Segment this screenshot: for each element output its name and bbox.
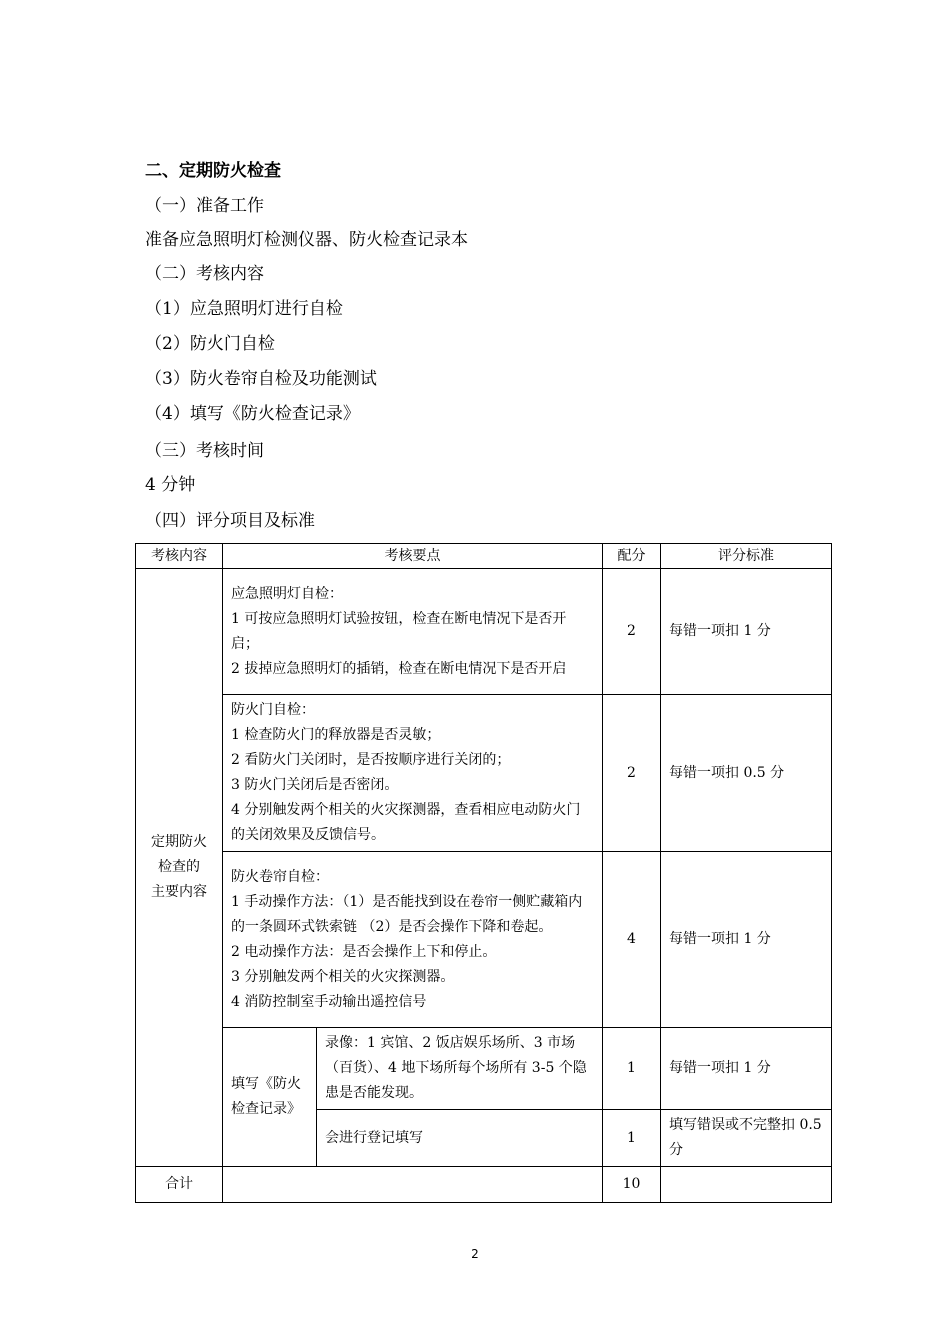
score-cell: 2	[603, 695, 661, 852]
content-item-4: （4）填写《防火检查记录》	[145, 404, 360, 424]
table-header-row	[136, 544, 832, 569]
score-cell: 4	[603, 852, 661, 1028]
points-emergency-light: 应急照明灯自检： 1 可按应急照明灯试验按钮，检查在断电情况下是否开启； 2 拔掉应急照明灯的插销，检查在断电情况下是否开启	[223, 569, 603, 695]
table-row	[136, 1028, 832, 1110]
total-row	[136, 1167, 832, 1203]
criteria-cell: 每错一项扣 1 分	[661, 1028, 832, 1110]
criteria-cell: 每错一项扣 1 分	[661, 852, 832, 1028]
content-item-1: （1）应急照明灯进行自检	[145, 299, 343, 319]
table-row	[136, 569, 832, 695]
page-number: 2	[471, 1247, 479, 1261]
score-cell: 2	[603, 569, 661, 695]
table-row	[136, 852, 832, 1028]
content-item-2: （2）防火门自检	[145, 334, 275, 354]
criteria-cell: 每错一项扣 0.5 分	[661, 695, 832, 852]
group-label: 定期防火 检查的 主要内容	[136, 569, 223, 1167]
total-label: 合计	[136, 1167, 223, 1203]
total-empty-cell	[223, 1167, 603, 1203]
sub-heading-scoring: （四）评分项目及标准	[145, 511, 315, 531]
header-criteria: 评分标准	[661, 544, 832, 569]
sub-heading-content: （二）考核内容	[145, 264, 264, 284]
header-points: 考核要点	[223, 544, 603, 569]
sub-heading-time: （三）考核时间	[145, 441, 264, 461]
scoring-table	[135, 543, 832, 1203]
criteria-cell: 填写错误或不完整扣 0.5 分	[661, 1110, 832, 1167]
header-score: 配分	[603, 544, 661, 569]
content-item-3: （3）防火卷帘自检及功能测试	[145, 369, 377, 389]
score-cell: 1	[603, 1028, 661, 1110]
total-score: 10	[603, 1167, 661, 1203]
score-cell: 1	[603, 1110, 661, 1167]
header-content: 考核内容	[136, 544, 223, 569]
criteria-cell: 每错一项扣 1 分	[661, 569, 832, 695]
sub-heading-preparation: （一）准备工作	[145, 196, 264, 216]
record-label: 填写《防火检查记录》	[223, 1028, 317, 1167]
points-register: 会进行登记填写	[317, 1110, 603, 1167]
table-row	[136, 695, 832, 852]
points-fire-shutter: 防火卷帘自检： 1 手动操作方法：（1）是否能找到设在卷帘一侧贮藏箱内的一条圆环式铁索链 （2）是否会操作下降和卷起。 2 电动操作方法：是否会操作上下和停止。 3 分别触发两个相关的火灾探测器。 4 消防控制室手动输出遥控信号	[223, 852, 603, 1028]
points-video: 录像：1 宾馆、2 饭店娱乐场所、3 市场（百货）、4 地下场所每个场所有 3-5 个隐患是否能发现。	[317, 1028, 603, 1110]
preparation-text: 准备应急照明灯检测仪器、防火检查记录本	[145, 230, 468, 250]
points-fire-door: 防火门自检： 1 检查防火门的释放器是否灵敏； 2 看防火门关闭时，是否按顺序进行关闭的； 3 防火门关闭后是否密闭。 4 分别触发两个相关的火灾探测器，查看相应电动防火门的关闭效果及反馈信号。	[223, 695, 603, 852]
section-title: 二、定期防火检查	[145, 161, 281, 181]
time-value: 4 分钟	[145, 475, 196, 495]
total-criteria-empty	[661, 1167, 832, 1203]
